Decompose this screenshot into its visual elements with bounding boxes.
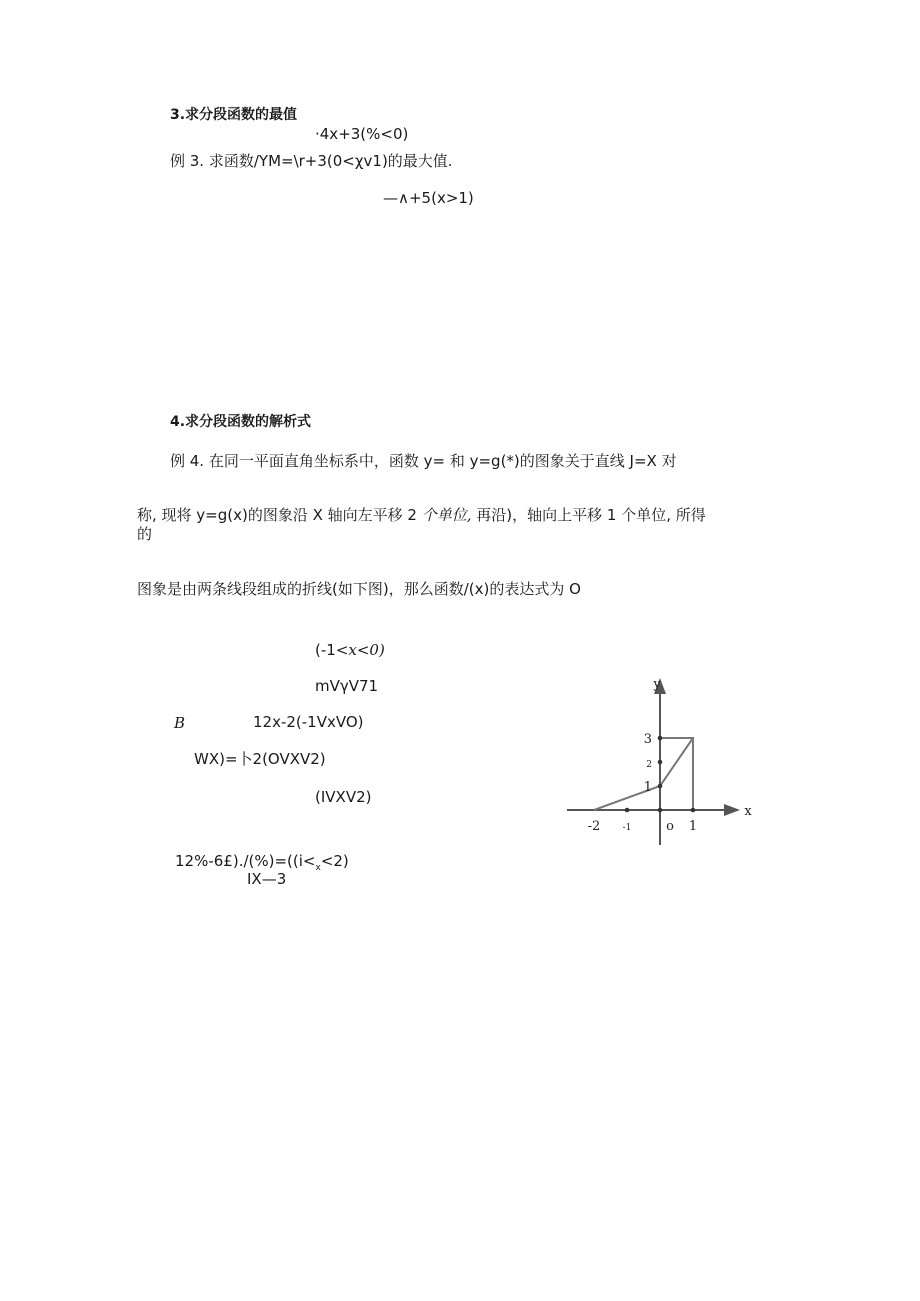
section4-line2-prefix: 称, 现将 y=g(x)的图象沿 X 轴向左平移 2 xyxy=(137,506,422,524)
section3-example: 例 3. 求函数/YM=\r+3(0<χv1)的最大值. xyxy=(170,152,453,170)
x-tick-label: -2 xyxy=(587,819,601,834)
option-line1-prefix: (-1 xyxy=(315,641,336,659)
x-axis-label: x xyxy=(744,804,752,819)
option-line2: mVγV71 xyxy=(315,677,379,695)
option-line7-suffix: <2) xyxy=(320,852,349,870)
option-line5: WX)=卜2(OVXV2) xyxy=(194,750,326,768)
section4-heading: 4.求分段函数的解析式 xyxy=(170,414,312,430)
option-line7-sub: x xyxy=(315,863,321,873)
option-line8: IX—3 xyxy=(247,870,287,888)
section4-line2-suffix: 再沿)，轴向上平移 1 个单位, 所得 xyxy=(471,506,706,524)
section4-line3: 图象是由两条线段组成的折线(如下图)，那么函数/(x)的表达式为 O xyxy=(137,580,581,598)
section3-heading: 3.求分段函数的最值 xyxy=(170,107,298,123)
y-tick-label: 1 xyxy=(643,780,652,795)
x-tick-label: o xyxy=(666,819,674,834)
section3-piece3: —∧+5(x>1) xyxy=(383,189,474,207)
section4-line2 xyxy=(137,506,706,524)
option-line1-italic: <x<0) xyxy=(335,641,385,659)
graph-point xyxy=(691,808,696,813)
graph-point xyxy=(658,808,663,813)
graph-point xyxy=(658,760,663,765)
x-tick-label: -1 xyxy=(622,823,632,833)
section4-line1: 例 4. 在同一平面直角坐标系中，函数 y= 和 y=g(*)的图象关于直线 J=X 对 xyxy=(170,452,677,470)
y-tick-label: 3 xyxy=(643,732,652,747)
function-graph xyxy=(560,670,760,850)
graph-point xyxy=(625,808,630,813)
option-b-label: B xyxy=(174,714,186,732)
graph-point xyxy=(658,736,663,741)
section3-piece1: ·4x+3(%<0) xyxy=(315,125,409,143)
option-line4: 12x-2(-1VxVO) xyxy=(253,713,364,731)
y-axis-label: y xyxy=(653,677,661,692)
section4-line2-italic: 个单位, xyxy=(421,506,472,524)
graph-point xyxy=(658,784,663,789)
option-line1 xyxy=(315,641,385,659)
option-line7-prefix: 12%-6£)./(%)=((i< xyxy=(175,852,316,870)
graph-polyline xyxy=(594,738,693,810)
graph-rect-segment xyxy=(660,738,693,810)
y-tick-label: 2 xyxy=(646,760,652,770)
section4-line2-wrap: 的 xyxy=(137,525,153,543)
option-line6: (IVXV2) xyxy=(315,788,372,806)
graph-shape xyxy=(594,736,695,813)
x-axis-arrow xyxy=(724,804,740,816)
x-tick-label: 1 xyxy=(688,819,698,834)
